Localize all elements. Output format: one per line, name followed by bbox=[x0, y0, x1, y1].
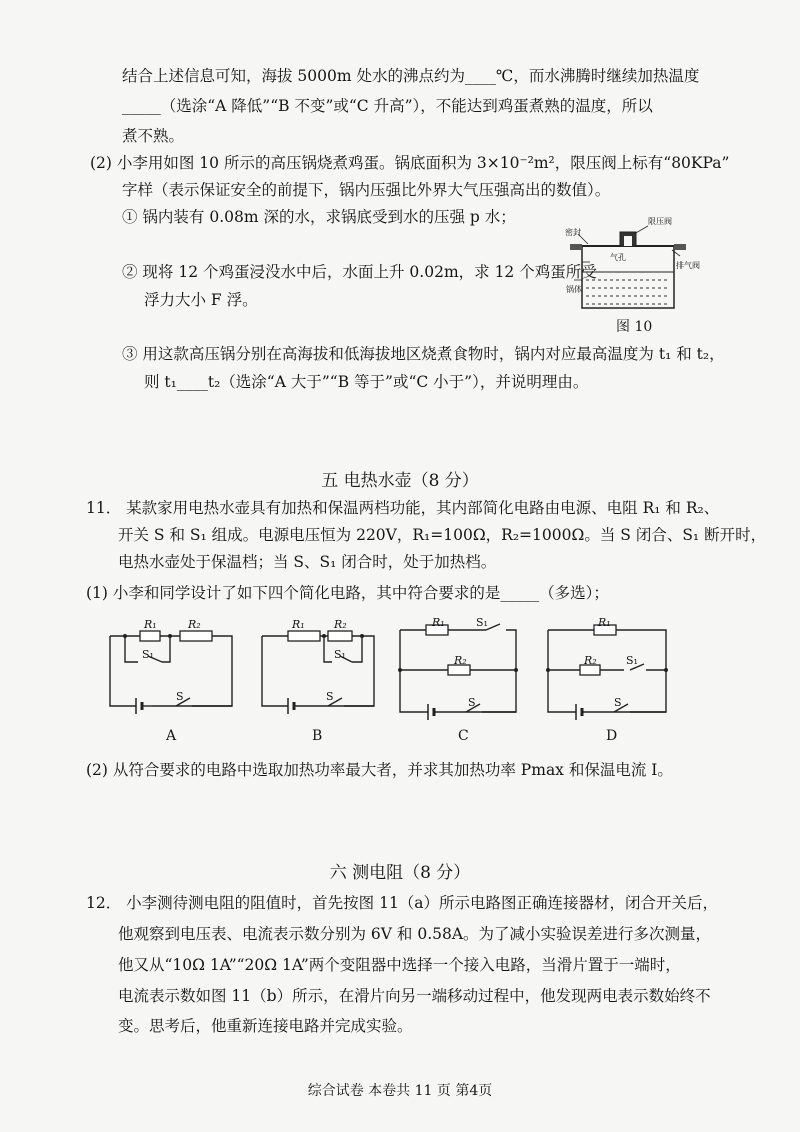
circuit-caption-b: B bbox=[312, 728, 323, 744]
circuit-diagrams bbox=[100, 612, 690, 747]
question-11-line: 11． 某款家用电热水壶具有加热和保温两档功能，其内部简化电路由电源、电阻 R₁ 和 R₂、 bbox=[86, 499, 720, 517]
question-2-line: (2) 小李用如图 10 所示的高压锅烧煮鸡蛋。锅底面积为 3×10⁻²m²，限压阀上标有“80KPa” bbox=[90, 154, 730, 172]
text-line: 则 t₁____t₂（选涂“A 大于”“B 等于”或“C 小于”），并说明理由。 bbox=[144, 373, 589, 391]
label-r2: R₂ bbox=[584, 654, 597, 667]
label-s1: S₁ bbox=[476, 616, 488, 629]
label-s: S bbox=[468, 696, 476, 709]
sub-question-2: ② 现将 12 个鸡蛋浸没水中后，水面上升 0.02m，求 12 个鸡蛋所受 bbox=[122, 263, 597, 281]
text-line: 变。思考后，他重新连接电路并完成实验。 bbox=[118, 1017, 413, 1035]
question-12-line: 12． 小李测待测电阻的阻值时，首先按图 11（a）所示电路图正确连接器材，闭合开关后， bbox=[86, 894, 719, 912]
sub-question-1: ① 锅内装有 0.08m 深的水，求锅底受到水的压强 p 水； bbox=[122, 208, 516, 226]
circuit-caption-a: A bbox=[166, 728, 177, 744]
circuit-caption-d: D bbox=[606, 728, 618, 744]
text-line: 开关 S 和 S₁ 组成。电源电压恒为 220V，R₁=100Ω，R₂=1000Ω。当 S 闭合、S₁ 断开时， bbox=[118, 526, 767, 544]
section-6-heading: 六 测电阻（8 分） bbox=[329, 863, 471, 883]
label-air-hole: 气孔 bbox=[610, 253, 626, 262]
label-r2: R₂ bbox=[334, 618, 347, 631]
text-line: 煮不熟。 bbox=[122, 127, 185, 145]
page-footer: 综合试卷 本卷共 11 页 第4页 bbox=[307, 1083, 493, 1099]
label-s: S bbox=[326, 690, 334, 703]
text-line: 电流表示数如图 11（b）所示，在滑片向另一端移动过程中，他发现两电表示数始终不 bbox=[118, 987, 711, 1005]
text-line: _____（选涂“A 降低”“B 不变”或“C 升高”），不能达到鸡蛋煮熟的温度，所以 bbox=[122, 97, 653, 115]
text-line: 电热水壶处于保温档；当 S、S₁ 闭合时，处于加热档。 bbox=[118, 553, 497, 571]
label-r2: R₂ bbox=[188, 618, 201, 631]
circuit-c bbox=[398, 624, 518, 720]
label-s1: S₁ bbox=[626, 654, 638, 667]
question-11-2: (2) 从符合要求的电路中选取加热功率最大者，并求其加热功率 Pmax 和保温电流 I。 bbox=[86, 761, 673, 779]
label-s: S bbox=[176, 690, 184, 703]
text-line: 浮力大小 F 浮。 bbox=[144, 291, 258, 309]
text-line: 他又从“10Ω 1A”“20Ω 1A”两个变阻器中选择一个接入电路，当滑片置于一端时， bbox=[118, 956, 681, 974]
sub-question-3: ③ 用这款高压锅分别在高海拔和低海拔地区烧煮食物时，锅内对应最高温度为 t₁ 和 t₂， bbox=[122, 345, 725, 363]
label-r1: R₁ bbox=[144, 618, 157, 631]
label-exhaust: 排气阀 bbox=[676, 261, 700, 270]
text-line: 字样（表示保证安全的前提下，锅内压强比外界大气压强高出的数值）。 bbox=[122, 181, 611, 199]
question-11-1: (1) 小李和同学设计了如下四个简化电路，其中符合要求的是_____（多选）； bbox=[86, 584, 609, 602]
label-r2: R₂ bbox=[454, 654, 467, 667]
text-line: 结合上述信息可知，海拔 5000m 处水的沸点约为____℃，而水沸腾时继续加热温度 bbox=[122, 67, 700, 85]
text-line: 他观察到电压表、电流表示数分别为 6V 和 0.58A。为了减小实验误差进行多次测量， bbox=[118, 925, 712, 943]
label-r1: R₁ bbox=[292, 618, 305, 631]
circuit-caption-c: C bbox=[458, 728, 469, 744]
label-s1: S₁ bbox=[334, 648, 346, 661]
figure-10-caption: 图 10 bbox=[616, 319, 653, 335]
label-s1: S₁ bbox=[142, 648, 154, 661]
section-5-heading: 五 电热水壶（8 分） bbox=[321, 471, 479, 491]
label-r1: R₁ bbox=[432, 616, 445, 629]
label-body: 锅体 bbox=[566, 285, 582, 294]
label-r1: R₁ bbox=[598, 616, 611, 629]
circuit-d bbox=[546, 625, 668, 720]
circuit-a bbox=[110, 631, 232, 714]
circuit-b bbox=[262, 631, 374, 714]
label-valve: 限压阀 bbox=[648, 217, 672, 226]
label-seal: 密封 bbox=[565, 228, 581, 237]
label-s: S bbox=[614, 696, 622, 709]
